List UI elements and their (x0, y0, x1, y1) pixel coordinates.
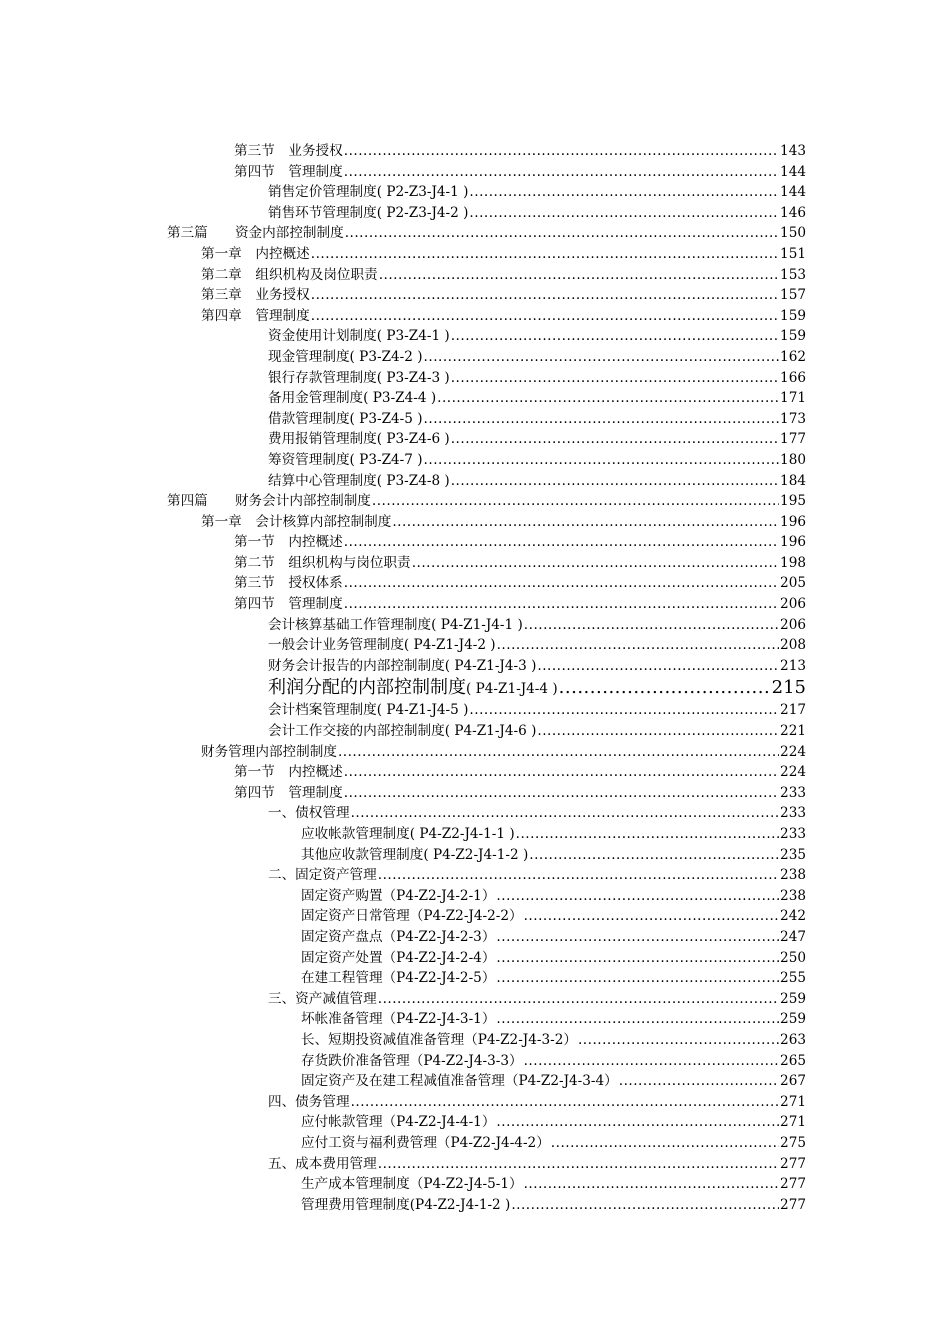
toc-entry-title: 管理费用管理制度(P4-Z2-J4-1-2 ) (301, 1196, 511, 1213)
toc-entry[interactable] (0, 409, 950, 430)
toc-entry-page: 247 (780, 928, 806, 945)
toc-entry-title: 四、债务管理 (268, 1093, 350, 1110)
toc-dot-leader (378, 865, 779, 886)
toc-dot-leader (379, 265, 779, 286)
toc-entry-page: 224 (780, 764, 806, 781)
toc-entry[interactable] (0, 742, 950, 763)
toc-dot-leader (424, 347, 780, 368)
toc-entry[interactable] (0, 1133, 950, 1154)
toc-entry-page: 277 (780, 1155, 806, 1172)
toc-entry-title: 三、资产减值管理 (268, 990, 377, 1007)
toc-entry-page: 265 (780, 1052, 806, 1069)
toc-entry[interactable] (0, 676, 950, 700)
toc-entry-page: 196 (780, 534, 806, 551)
toc-entry-title: 存货跌价准备管理（P4-Z2-J4-3-3） (301, 1052, 523, 1069)
toc-entry-page: 277 (780, 1196, 806, 1213)
toc-entry[interactable] (0, 721, 950, 742)
toc-dot-leader (344, 783, 779, 804)
toc-dot-leader (511, 1195, 779, 1216)
toc-entry-page: 215 (771, 677, 806, 699)
toc-dot-leader (437, 388, 779, 409)
toc-entry-title: 第一章 内控概述 (201, 245, 310, 262)
toc-entry[interactable] (0, 347, 950, 368)
toc-entry-title: 利润分配的内部控制制度( P4-Z1-J4-4 ) (268, 677, 558, 699)
toc-dot-leader (311, 306, 779, 327)
toc-dot-leader (344, 594, 779, 615)
toc-entry-title: 第四篇 财务会计内部控制制度 (167, 493, 371, 510)
toc-entry[interactable] (0, 512, 950, 533)
toc-entry-page: 180 (780, 451, 806, 468)
toc-entry-page: 159 (780, 307, 806, 324)
toc-entry[interactable] (0, 762, 950, 783)
toc-entry[interactable] (0, 553, 950, 574)
toc-entry-page: 206 (780, 616, 806, 633)
toc-entry[interactable] (0, 182, 950, 203)
toc-entry-page: 144 (780, 184, 806, 201)
toc-entry-page: 195 (780, 493, 806, 510)
toc-entry-title: 固定资产及在建工程减值准备管理（P4-Z2-J4-3-4） (301, 1073, 618, 1090)
toc-entry-page: 151 (780, 245, 806, 262)
toc-dot-leader (551, 1133, 779, 1154)
toc-entry[interactable] (0, 1195, 950, 1216)
toc-entry-title: 备用金管理制度( P3-Z4-4 ) (268, 390, 437, 407)
toc-entry-title: 一、债权管理 (268, 805, 350, 822)
toc-dot-leader (469, 700, 779, 721)
toc-entry-title: 固定资产盘点（P4-Z2-J4-2-3） (301, 928, 496, 945)
toc-dot-leader (516, 824, 779, 845)
toc-entry-title: 结算中心管理制度( P3-Z4-8 ) (268, 472, 450, 489)
toc-entry-page: 144 (780, 163, 806, 180)
toc-entry-title: 固定资产处置（P4-Z2-J4-2-4） (301, 949, 496, 966)
toc-entry[interactable] (0, 1051, 950, 1072)
toc-entry-title: 第一节 内控概述 (234, 534, 343, 551)
toc-dot-leader (524, 1174, 779, 1195)
toc-entry-title: 生产成本管理制度（P4-Z2-J4-5-1） (301, 1176, 523, 1193)
toc-entry-page: 259 (780, 990, 806, 1007)
toc-entry-page: 143 (780, 143, 806, 159)
toc-dot-leader (619, 1071, 779, 1092)
toc-entry-page: 196 (780, 513, 806, 530)
toc-entry-page: 173 (780, 410, 806, 427)
toc-dot-leader (537, 656, 779, 677)
toc-dot-leader (529, 845, 779, 866)
toc-entry-page: 205 (780, 575, 806, 592)
toc-dot-leader (496, 948, 779, 969)
toc-entry-page: 275 (780, 1134, 806, 1151)
toc-entry[interactable] (0, 141, 950, 162)
toc-entry[interactable] (0, 203, 950, 224)
toc-dot-leader (424, 409, 780, 430)
toc-entry-page: 166 (780, 369, 806, 386)
toc-entry-page: 271 (780, 1114, 806, 1131)
toc-entry-title: 销售环节管理制度( P2-Z3-J4-2 ) (268, 204, 469, 221)
toc-dot-leader (378, 1154, 779, 1175)
toc-dot-leader (524, 615, 779, 636)
toc-dot-leader (311, 285, 779, 306)
toc-entry[interactable] (0, 532, 950, 553)
toc-entry[interactable] (0, 845, 950, 866)
toc-entry-page: 198 (780, 554, 806, 571)
toc-entry-title: 五、成本费用管理 (268, 1155, 377, 1172)
toc-entry-page: 159 (780, 328, 806, 345)
toc-entry[interactable] (0, 573, 950, 594)
toc-entry-page: 238 (780, 887, 806, 904)
toc-dot-leader (497, 635, 779, 656)
toc-entry-page: 146 (780, 204, 806, 221)
toc-entry[interactable] (0, 162, 950, 183)
toc-entry-title: 应付帐款管理（P4-Z2-J4-4-1） (301, 1114, 496, 1131)
toc-entry-title: 资金使用计划制度( P3-Z4-1 ) (268, 328, 450, 345)
toc-dot-leader (559, 676, 771, 700)
toc-entry[interactable] (0, 265, 950, 286)
toc-entry[interactable] (0, 471, 950, 492)
toc-entry[interactable] (0, 1030, 950, 1051)
toc-entry-page: 255 (780, 970, 806, 987)
toc-entry[interactable] (0, 388, 950, 409)
toc-entry-page: 233 (780, 784, 806, 801)
toc-entry-title: 长、短期投资减值准备管理（P4-Z2-J4-3-2） (301, 1031, 577, 1048)
toc-entry-title: 第三章 业务授权 (201, 287, 310, 304)
toc-entry-title: 销售定价管理制度( P2-Z3-J4-1 ) (268, 184, 469, 201)
toc-dot-leader (524, 906, 779, 927)
toc-dot-leader (451, 471, 779, 492)
toc-entry[interactable] (0, 615, 950, 636)
toc-entry-title: 第四节 管理制度 (234, 596, 343, 613)
toc-entry[interactable] (0, 1092, 950, 1113)
toc-entry-page: 157 (780, 287, 806, 304)
toc-entry-code: ( P4-Z1-J4-4 ) (466, 681, 558, 698)
toc-entry[interactable] (0, 656, 950, 677)
toc-dot-leader (496, 927, 779, 948)
toc-entry-page: 250 (780, 949, 806, 966)
toc-entry-page: 224 (780, 743, 806, 760)
toc-dot-leader (451, 326, 779, 347)
toc-entry-title: 应收帐款管理制度( P4-Z2-J4-1-1 ) (301, 826, 515, 842)
toc-dot-leader (338, 742, 779, 763)
toc-entry-title: 二、固定资产管理 (268, 867, 377, 884)
toc-entry[interactable] (0, 429, 950, 450)
toc-dot-leader (351, 1092, 779, 1113)
toc-entry-page: 238 (780, 867, 806, 884)
toc-entry-title: 一般会计业务管理制度( P4-Z1-J4-2 ) (268, 637, 496, 654)
toc-dot-leader (372, 491, 779, 512)
toc-dot-leader (344, 162, 779, 183)
toc-entry-title: 第三节 业务授权 (234, 143, 343, 159)
toc-entry-page: 171 (780, 390, 806, 407)
toc-entry[interactable] (0, 635, 950, 656)
toc-entry[interactable] (0, 968, 950, 989)
toc-entry-title: 第四节 管理制度 (234, 163, 343, 180)
toc-dot-leader (496, 968, 779, 989)
toc-entry[interactable] (0, 1154, 950, 1175)
toc-entry[interactable] (0, 285, 950, 306)
toc-entry[interactable] (0, 803, 950, 824)
toc-entry-page: 208 (780, 637, 806, 654)
toc-dot-leader (496, 1009, 779, 1030)
toc-dot-leader (537, 721, 779, 742)
toc-entry[interactable] (0, 1174, 950, 1195)
toc-entry-title: 第一章 会计核算内部控制制度 (201, 513, 392, 530)
toc-entry-title: 财务管理内部控制制度 (201, 743, 337, 760)
toc-entry-title: 借款管理制度( P3-Z4-5 ) (268, 410, 423, 427)
toc-entry[interactable] (0, 1112, 950, 1133)
toc-dot-leader (351, 803, 779, 824)
toc-entry-title: 会计核算基础工作管理制度( P4-Z1-J4-1 ) (268, 616, 523, 633)
toc-dot-leader (378, 989, 779, 1010)
toc-entry[interactable] (0, 1071, 950, 1092)
toc-dot-leader (469, 182, 779, 203)
toc-entry-title: 第四章 管理制度 (201, 307, 310, 324)
toc-entry[interactable] (0, 491, 950, 512)
toc-entry[interactable] (0, 886, 950, 907)
toc-dot-leader (344, 762, 779, 783)
toc-entry[interactable] (0, 368, 950, 389)
toc-entry-title: 固定资产购置（P4-Z2-J4-2-1） (301, 887, 496, 904)
toc-entry-page: 162 (780, 348, 806, 365)
toc-entry-page: 184 (780, 472, 806, 489)
toc-entry-page: 233 (780, 826, 806, 842)
table-of-contents (0, 141, 950, 1215)
toc-dot-leader (578, 1030, 779, 1051)
toc-entry-title: 银行存款管理制度( P3-Z4-3 ) (268, 369, 450, 386)
toc-entry-title: 筹资管理制度( P3-Z4-7 ) (268, 451, 423, 468)
toc-dot-leader (451, 429, 779, 450)
toc-dot-leader (496, 1112, 779, 1133)
toc-dot-leader (392, 512, 779, 533)
toc-entry-page: 235 (780, 846, 806, 863)
toc-entry-page: 221 (780, 723, 806, 740)
toc-entry-title: 第二章 组织机构及岗位职责 (201, 266, 378, 283)
toc-entry-page: 267 (780, 1073, 806, 1090)
toc-entry-title: 财务会计报告的内部控制制度( P4-Z1-J4-3 ) (268, 657, 537, 674)
toc-entry-title: 坏帐准备管理（P4-Z2-J4-3-1） (301, 1011, 496, 1028)
toc-entry[interactable] (0, 824, 950, 845)
toc-dot-leader (496, 886, 779, 907)
toc-entry-page: 263 (780, 1031, 806, 1048)
toc-entry-page: 271 (780, 1093, 806, 1110)
toc-entry-title: 其他应收款管理制度( P4-Z2-J4-1-2 ) (301, 846, 529, 863)
toc-entry-title: 第四节 管理制度 (234, 784, 343, 801)
toc-dot-leader (344, 532, 779, 553)
toc-entry[interactable] (0, 1009, 950, 1030)
toc-entry-title: 在建工程管理（P4-Z2-J4-2-5） (301, 970, 496, 987)
toc-entry-page: 242 (780, 908, 806, 925)
toc-entry-page: 213 (780, 657, 806, 674)
toc-entry[interactable] (0, 306, 950, 327)
toc-dot-leader (451, 368, 779, 389)
toc-entry[interactable] (0, 244, 950, 265)
toc-entry[interactable] (0, 927, 950, 948)
toc-dot-leader (469, 203, 779, 224)
toc-entry-title: 第一节 内控概述 (234, 764, 343, 781)
toc-dot-leader (424, 450, 780, 471)
toc-entry-title: 第二节 组织机构与岗位职责 (234, 554, 411, 571)
toc-dot-leader (344, 141, 779, 162)
toc-entry[interactable] (0, 450, 950, 471)
toc-dot-leader (344, 573, 779, 594)
toc-entry-title: 会计工作交接的内部控制制度( P4-Z1-J4-6 ) (268, 723, 537, 740)
toc-dot-leader (412, 553, 779, 574)
toc-entry-page: 259 (780, 1011, 806, 1028)
toc-entry-page: 277 (780, 1176, 806, 1193)
toc-dot-leader (311, 244, 779, 265)
toc-entry-page: 177 (780, 431, 806, 448)
toc-entry-page: 206 (780, 596, 806, 613)
toc-entry-page: 217 (780, 702, 806, 719)
toc-entry-title: 固定资产日常管理（P4-Z2-J4-2-2） (301, 908, 523, 925)
toc-entry-page: 153 (780, 266, 806, 283)
toc-entry-title: 现金管理制度( P3-Z4-2 ) (268, 348, 423, 365)
toc-entry[interactable] (0, 594, 950, 615)
toc-entry[interactable] (0, 700, 950, 721)
toc-entry-page: 150 (780, 225, 806, 242)
toc-entry-title: 费用报销管理制度( P3-Z4-6 ) (268, 431, 450, 448)
toc-entry[interactable] (0, 989, 950, 1010)
toc-entry[interactable] (0, 948, 950, 969)
toc-entry[interactable] (0, 783, 950, 804)
toc-entry[interactable] (0, 906, 950, 927)
toc-entry[interactable] (0, 326, 950, 347)
toc-entry[interactable] (0, 223, 950, 244)
toc-dot-leader (524, 1051, 779, 1072)
toc-entry[interactable] (0, 865, 950, 886)
toc-entry-title: 第三节 授权体系 (234, 575, 343, 592)
toc-entry-title: 会计档案管理制度( P4-Z1-J4-5 ) (268, 702, 469, 719)
toc-dot-leader (345, 223, 779, 244)
toc-entry-title: 应付工资与福利费管理（P4-Z2-J4-4-2） (301, 1134, 550, 1151)
toc-entry-title: 第三篇 资金内部控制制度 (167, 225, 344, 242)
toc-entry-page: 233 (780, 805, 806, 822)
